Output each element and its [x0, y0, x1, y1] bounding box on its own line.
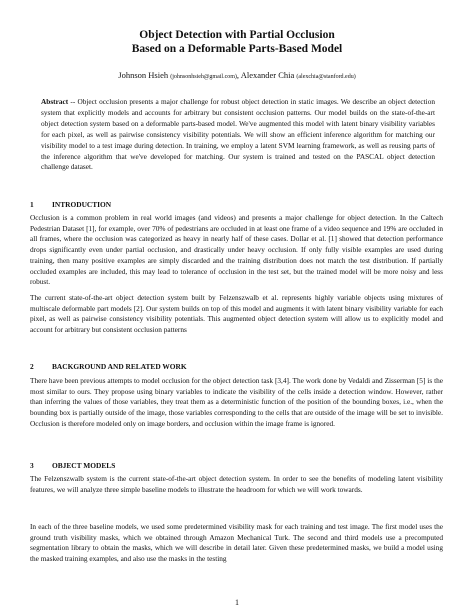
author-1-name: Johnson Hsieh [118, 70, 169, 80]
title-line-1: Object Detection with Partial Occlusion [139, 29, 335, 41]
section-3-paragraph-2: In each of the three baseline models, we used some predetermined visibility mask for each training and test image. The first model uses the ground truth visibility masks, which we obtained through Amazon Mechanical Turk. The second and third models use a precomputed segmentation library to obtain the masks, which we will describe in detail later. Given these predetermined masks, we build a model using the masked training examples, and also use the masks in the testing [30, 522, 443, 564]
abstract-label: Abstract [41, 97, 69, 106]
author-2-name: Alexander Chia [240, 70, 295, 80]
author-1-email: (johnsonhsieh@gmail.com) [170, 74, 237, 80]
section-1-heading [30, 200, 111, 210]
section-2-paragraph-1: There have been previous attempts to model occlusion for the object detection task [3,4]. The work done by Vedaldi and Zisserman [5] is the most similar to ours. They propose using binary variables to indicate the visibility of the cells inside a detection window. However, rather than inferring the values of those variables, they treat them as a deterministic function of the position of the bounding boxes, i.e., when the bounding box is partially outside of the image, those variables corresponding to the cells that are outside of the image will be set to invisible. Occlusion is therefore modeled only on image borders, and occlusion within the image frame is ignored. [30, 376, 443, 428]
section-1-paragraph-2: The current state-of-the-art object detection system built by Felzenszwalb et al. represents highly variable objects using mixtures of multiscale deformable part models [2]. Our system builds on top of this model and augments it with latent binary visibility variable for each pixel, as well as pairwise consistency visibility potentials. This augmented object detection system will allow us to explicitly model and account for arbitrary but consistent occlusion patterns [30, 293, 443, 335]
section-2-title: BACKGROUND AND RELATED WORK [52, 362, 187, 371]
section-1-title: INTRODUCTION [52, 200, 112, 209]
section-2-number: 2 [30, 362, 34, 371]
abstract [41, 97, 435, 173]
paper-title [0, 28, 474, 56]
section-3-number: 3 [30, 461, 34, 470]
page-number: 1 [235, 598, 239, 607]
author-line [0, 70, 474, 83]
abstract-text: -- Object occlusion presents a major challenge for robust object detection in static images. We describe an object detection system that explicitly models and accounts for arbitrary but consistent occlusion patterns. Our model builds on the state-of-the-art object detection system based on a deformable parts-based model. We've augmented this model with latent binary visibility variables for each pixel, as well as pairwise consistency visibility potentials. We will show an efficient inference algorithm for matching our visibility model to a test image during detection. In training, we employ a latent SVM learning framework, as well as reusing parts of the inference algorithm that we've developed for matching. Our system is trained and tested on the PASCAL object detection challenge dataset. [41, 97, 435, 172]
title-line-2: Based on a Deformable Parts-Based Model [131, 43, 343, 55]
section-3-title: OBJECT MODELS [52, 461, 116, 470]
author-2-email: (alexchia@stanford.edu) [296, 74, 356, 80]
section-1-paragraph-1: Occlusion is a common problem in real world images (and videos) and presents a major challenge for object detection. In the Caltech Pedestrian Dataset [1], for example, over 70% of pedestrians are occluded in at least one frame of a video sequence and 19% are occluded in all frames, where the occlusion was categorized as heavy in nearly half of these cases. Dollar et al. [1] showed that detection performance drops significantly even under partial occlusion, and drastically under heavy occlusion. If only fully visible examples are used during training, then many positive examples are simply discarded and the training distribution does not match the test distribution. If partially occluded examples are included, this may lead to tolerance of occlusion in the test set, but the trained model will be more noisy and less robust. [30, 213, 443, 287]
section-3-heading [30, 461, 115, 471]
author-separator: , [236, 70, 241, 80]
section-1-number: 1 [30, 200, 34, 209]
section-2-heading [30, 362, 187, 372]
section-3-paragraph-1: The Felzenszwalb system is the current state-of-the-art object detection system. In order to see the benefits of modeling latent visibility features, we will analyze three simple baseline models to illustrate the headroom for which we will work towards. [30, 474, 443, 494]
